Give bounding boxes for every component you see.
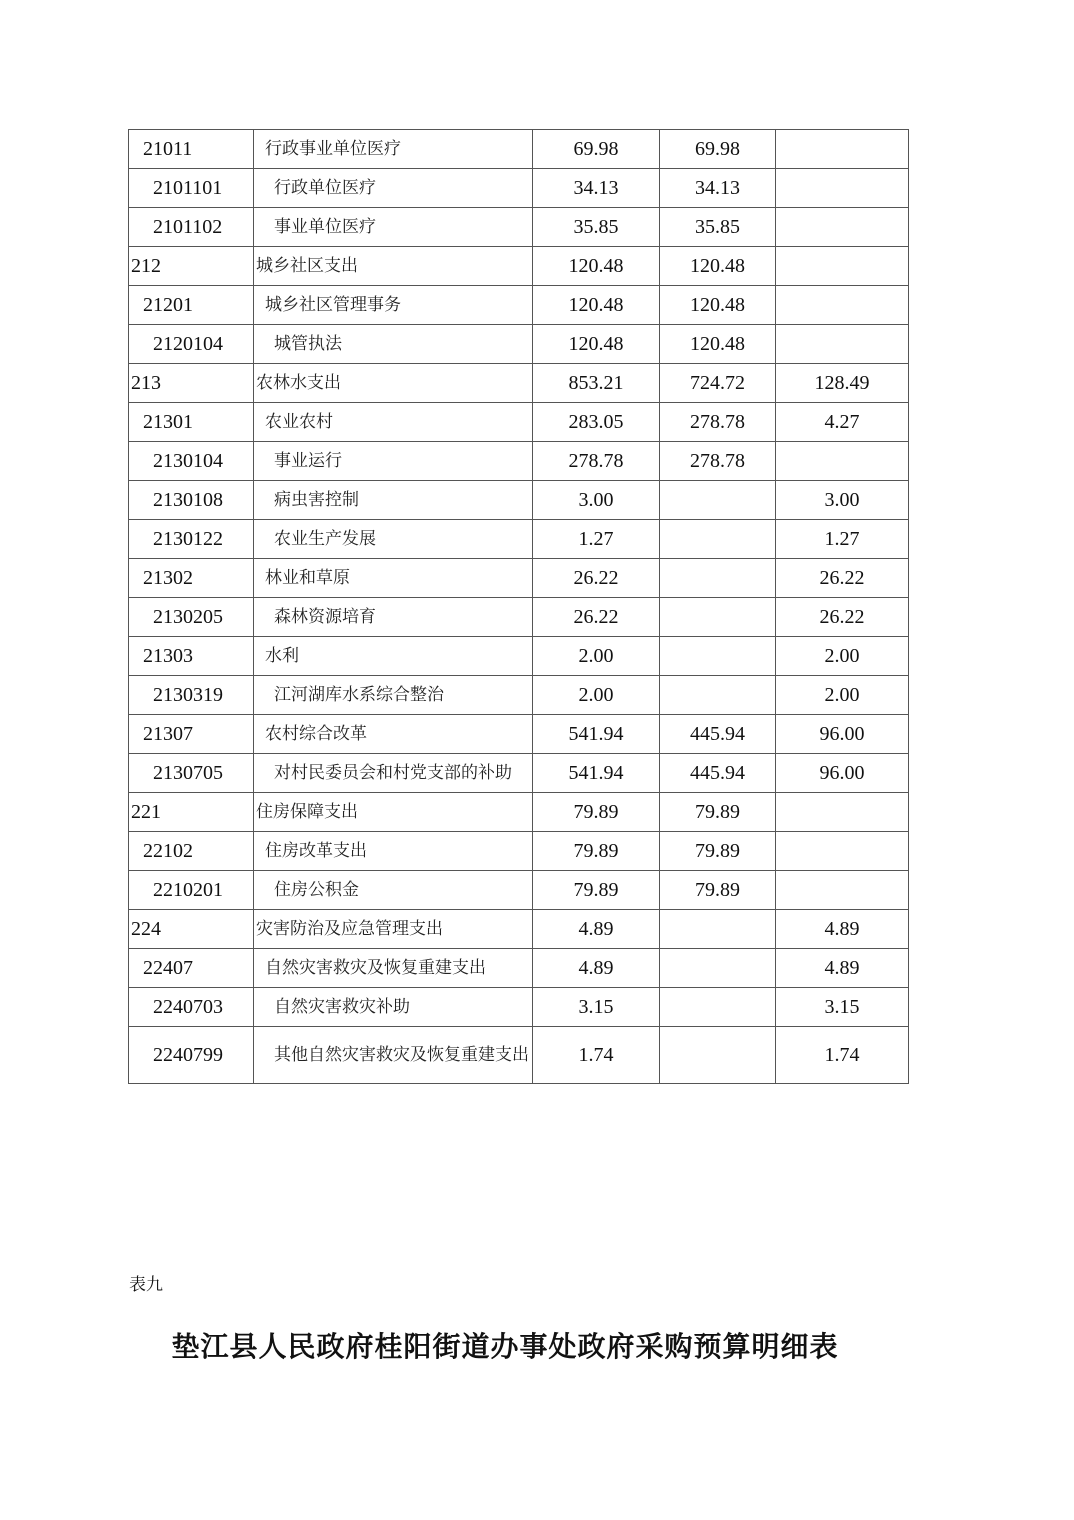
- row-name: 病虫害控制: [254, 481, 533, 520]
- row-name: 农村综合改革: [254, 715, 533, 754]
- row-project: 4.89: [776, 949, 909, 988]
- row-name: 城管执法: [254, 325, 533, 364]
- row-total: 79.89: [533, 793, 660, 832]
- row-code: 2240799: [129, 1027, 254, 1084]
- row-code: 213: [129, 364, 254, 403]
- row-code: 22102: [129, 832, 254, 871]
- row-name: 水利: [254, 637, 533, 676]
- row-code: 224: [129, 910, 254, 949]
- row-basic: 120.48: [660, 247, 776, 286]
- row-name: 住房保障支出: [254, 793, 533, 832]
- row-name: 城乡社区支出: [254, 247, 533, 286]
- table-row: [129, 676, 909, 715]
- row-code: 212: [129, 247, 254, 286]
- row-total: 120.48: [533, 325, 660, 364]
- table-row: [129, 520, 909, 559]
- table-row: [129, 286, 909, 325]
- row-basic: 120.48: [660, 325, 776, 364]
- page-title: 垫江县人民政府桂阳街道办事处政府采购预算明细表: [171, 1330, 839, 1363]
- row-name: 对村民委员会和村党支部的补助: [254, 754, 533, 793]
- row-name: 自然灾害救灾及恢复重建支出: [254, 949, 533, 988]
- row-basic: [660, 637, 776, 676]
- row-basic: [660, 676, 776, 715]
- row-code: 2130319: [129, 676, 254, 715]
- row-project: 4.27: [776, 403, 909, 442]
- row-total: 26.22: [533, 559, 660, 598]
- row-code: 2130705: [129, 754, 254, 793]
- row-project: [776, 442, 909, 481]
- row-total: 120.48: [533, 286, 660, 325]
- row-name: 农林水支出: [254, 364, 533, 403]
- row-basic: 120.48: [660, 286, 776, 325]
- row-code: 21303: [129, 637, 254, 676]
- row-basic: [660, 1027, 776, 1084]
- row-project: [776, 286, 909, 325]
- row-project: [776, 832, 909, 871]
- row-project: [776, 247, 909, 286]
- row-name: 林业和草原: [254, 559, 533, 598]
- row-name: 行政事业单位医疗: [254, 130, 533, 169]
- row-code: 21301: [129, 403, 254, 442]
- row-project: 1.74: [776, 1027, 909, 1084]
- row-basic: [660, 481, 776, 520]
- row-basic: 34.13: [660, 169, 776, 208]
- row-basic: [660, 559, 776, 598]
- table-row: [129, 871, 909, 910]
- row-project: [776, 325, 909, 364]
- row-code: 21307: [129, 715, 254, 754]
- row-name: 农业农村: [254, 403, 533, 442]
- row-total: 278.78: [533, 442, 660, 481]
- row-total: 79.89: [533, 871, 660, 910]
- row-basic: [660, 910, 776, 949]
- table-row: [129, 793, 909, 832]
- row-code: 2120104: [129, 325, 254, 364]
- table-row: [129, 832, 909, 871]
- row-project: 3.15: [776, 988, 909, 1027]
- row-name: 森林资源培育: [254, 598, 533, 637]
- row-project: [776, 169, 909, 208]
- table-row: [129, 325, 909, 364]
- row-total: 3.15: [533, 988, 660, 1027]
- row-name: 自然灾害救灾补助: [254, 988, 533, 1027]
- row-basic: 724.72: [660, 364, 776, 403]
- row-project: 2.00: [776, 676, 909, 715]
- row-project: 3.00: [776, 481, 909, 520]
- table-row: [129, 715, 909, 754]
- table-row: [129, 481, 909, 520]
- row-basic: 79.89: [660, 871, 776, 910]
- row-name: 住房公积金: [254, 871, 533, 910]
- row-total: 2.00: [533, 637, 660, 676]
- row-name: 行政单位医疗: [254, 169, 533, 208]
- row-project: 96.00: [776, 715, 909, 754]
- row-total: 1.74: [533, 1027, 660, 1084]
- row-total: 541.94: [533, 754, 660, 793]
- row-name: 住房改革支出: [254, 832, 533, 871]
- row-total: 853.21: [533, 364, 660, 403]
- row-code: 21011: [129, 130, 254, 169]
- table-row: [129, 208, 909, 247]
- table-row: [129, 364, 909, 403]
- row-total: 541.94: [533, 715, 660, 754]
- row-basic: 79.89: [660, 793, 776, 832]
- row-name: 农业生产发展: [254, 520, 533, 559]
- row-total: 79.89: [533, 832, 660, 871]
- row-project: [776, 871, 909, 910]
- row-name: 城乡社区管理事务: [254, 286, 533, 325]
- row-total: 69.98: [533, 130, 660, 169]
- row-code: 22407: [129, 949, 254, 988]
- budget-table: [128, 129, 909, 1084]
- table-row: [129, 598, 909, 637]
- row-code: 2101102: [129, 208, 254, 247]
- row-basic: 278.78: [660, 403, 776, 442]
- table-row: [129, 403, 909, 442]
- row-basic: 278.78: [660, 442, 776, 481]
- table-row: [129, 949, 909, 988]
- row-code: 2101101: [129, 169, 254, 208]
- row-project: 2.00: [776, 637, 909, 676]
- row-project: 96.00: [776, 754, 909, 793]
- row-code: 2130122: [129, 520, 254, 559]
- row-code: 221: [129, 793, 254, 832]
- row-code: 2130108: [129, 481, 254, 520]
- row-name: 事业运行: [254, 442, 533, 481]
- row-basic: 445.94: [660, 715, 776, 754]
- row-total: 120.48: [533, 247, 660, 286]
- row-name: 事业单位医疗: [254, 208, 533, 247]
- row-total: 4.89: [533, 910, 660, 949]
- row-basic: [660, 988, 776, 1027]
- row-project: [776, 208, 909, 247]
- row-basic: 69.98: [660, 130, 776, 169]
- row-basic: 79.89: [660, 832, 776, 871]
- row-total: 34.13: [533, 169, 660, 208]
- row-basic: 445.94: [660, 754, 776, 793]
- row-total: 2.00: [533, 676, 660, 715]
- row-total: 35.85: [533, 208, 660, 247]
- row-project: 26.22: [776, 598, 909, 637]
- table-row: [129, 988, 909, 1027]
- row-code: 21201: [129, 286, 254, 325]
- row-code: 21302: [129, 559, 254, 598]
- row-basic: [660, 520, 776, 559]
- row-basic: [660, 598, 776, 637]
- row-name: 其他自然灾害救灾及恢复重建支出: [254, 1027, 533, 1084]
- row-total: 4.89: [533, 949, 660, 988]
- row-project: 1.27: [776, 520, 909, 559]
- row-code: 2240703: [129, 988, 254, 1027]
- table-row: [129, 130, 909, 169]
- row-name: 江河湖库水系综合整治: [254, 676, 533, 715]
- row-name: 灾害防治及应急管理支出: [254, 910, 533, 949]
- table-row: [129, 637, 909, 676]
- row-project: 128.49: [776, 364, 909, 403]
- table-row: [129, 559, 909, 598]
- row-project: 26.22: [776, 559, 909, 598]
- row-total: 26.22: [533, 598, 660, 637]
- budget-table-body: [129, 130, 909, 1084]
- row-project: [776, 130, 909, 169]
- table-row: [129, 754, 909, 793]
- table-row: [129, 910, 909, 949]
- row-project: [776, 793, 909, 832]
- table-label: 表九: [129, 1275, 163, 1295]
- row-code: 2130104: [129, 442, 254, 481]
- row-total: 3.00: [533, 481, 660, 520]
- table-row: [129, 1027, 909, 1084]
- row-project: 4.89: [776, 910, 909, 949]
- row-code: 2210201: [129, 871, 254, 910]
- table-row: [129, 247, 909, 286]
- row-basic: [660, 949, 776, 988]
- table-row: [129, 169, 909, 208]
- row-basic: 35.85: [660, 208, 776, 247]
- row-code: 2130205: [129, 598, 254, 637]
- row-total: 283.05: [533, 403, 660, 442]
- table-row: [129, 442, 909, 481]
- row-total: 1.27: [533, 520, 660, 559]
